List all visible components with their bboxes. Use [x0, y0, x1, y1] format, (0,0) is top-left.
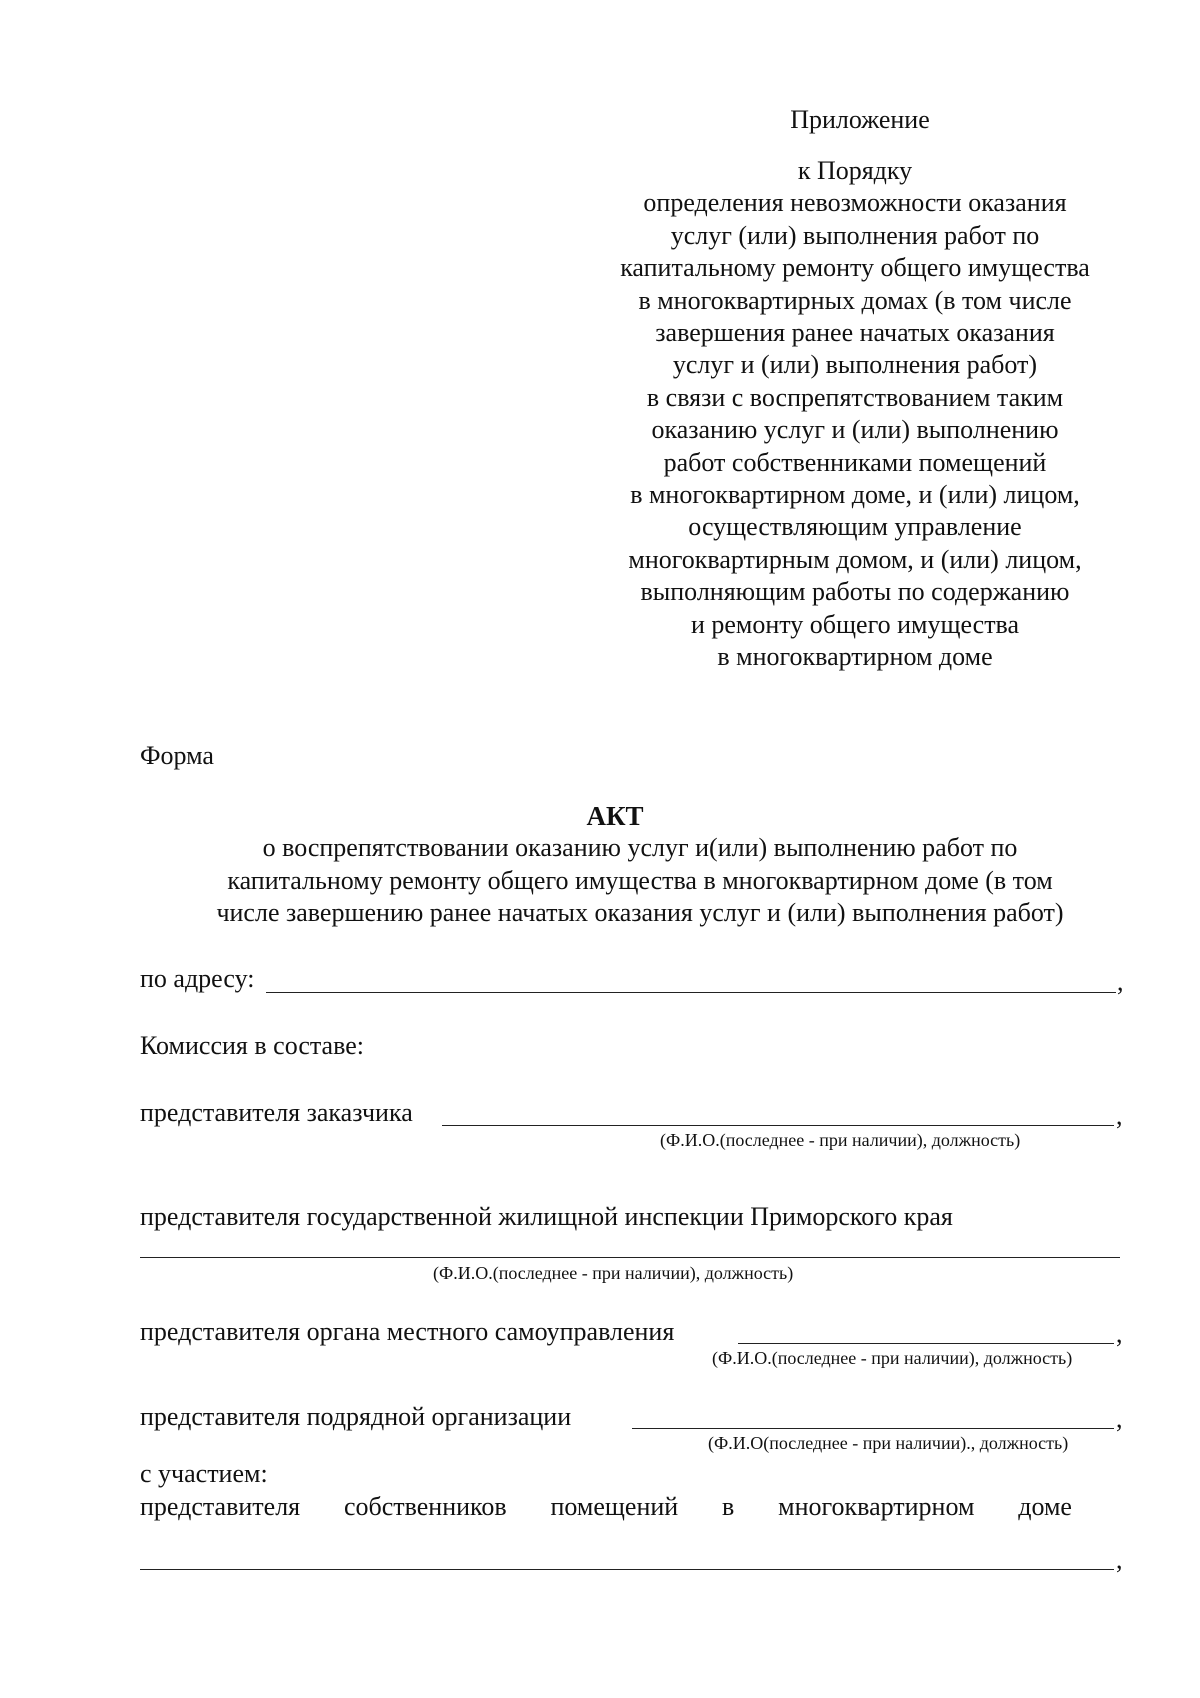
appendix-line: завершения ранее начатых оказания — [655, 318, 1055, 348]
owners-rep-word: собственников — [343, 1492, 507, 1521]
comma: , — [1116, 1101, 1123, 1130]
customer-rep-label: представителя заказчика — [140, 1098, 413, 1127]
appendix-line: оказанию услуг и (или) выполнению — [651, 415, 1059, 445]
inspection-rep-input-line[interactable] — [140, 1257, 1120, 1258]
act-subtitle-line: числе завершению ранее начатых оказания услуг и (или) выполнения работ) — [216, 898, 1064, 927]
inspection-rep-hint: (Ф.И.О.(последнее - при наличии), должность) — [433, 1263, 794, 1283]
participation-label: с участием: — [140, 1459, 268, 1488]
appendix-line: выполняющим работы по содержанию — [640, 577, 1070, 607]
comma: , — [1116, 1319, 1123, 1348]
appendix-line: в многоквартирных домах (в том числе — [638, 285, 1072, 315]
address-label: по адресу: — [140, 964, 255, 993]
form-label: Форма — [140, 741, 214, 770]
contractor-rep-hint: (Ф.И.О(последнее - при наличии)., должность) — [708, 1433, 1069, 1453]
appendix-line: и ремонту общего имущества — [690, 609, 1020, 639]
contractor-rep-label: представителя подрядной организации — [140, 1402, 572, 1431]
owners-rep-word: представителя — [140, 1492, 301, 1521]
owners-rep-word: помещений — [550, 1492, 679, 1521]
comma: , — [1116, 1545, 1123, 1574]
appendix-title: Приложение — [790, 105, 930, 134]
owners-rep-input-line[interactable] — [140, 1569, 1114, 1570]
appendix-line: в многоквартирном доме — [717, 642, 993, 672]
appendix-line: осуществляющим управление — [688, 512, 1022, 542]
owners-rep-word: многоквартирном — [778, 1492, 975, 1521]
commission-label: Комиссия в составе: — [140, 1031, 364, 1060]
act-title: АКТ — [586, 801, 644, 831]
comma: , — [1117, 967, 1124, 996]
appendix-line: в связи с воспрепятствованием таким — [646, 382, 1064, 412]
address-input-line[interactable] — [266, 992, 1116, 993]
inspection-rep-label: представителя государственной жилищной инспекции Приморского края — [140, 1202, 953, 1231]
appendix-line: в многоквартирном доме, и (или) лицом, — [630, 480, 1080, 510]
appendix-line: услуг (или) выполнения работ по — [670, 220, 1040, 250]
local-gov-rep-label: представителя органа местного самоуправления — [140, 1317, 675, 1346]
owners-rep-word: доме — [1018, 1492, 1072, 1521]
appendix-line: работ собственниками помещений — [663, 447, 1047, 477]
contractor-rep-input-line[interactable] — [632, 1428, 1114, 1429]
act-subtitle-line: о воспрепятствовании оказанию услуг и(или) выполнению работ по — [262, 833, 1018, 862]
appendix-line: услуг и (или) выполнения работ) — [672, 350, 1038, 380]
appendix-line: определения невозможности оказания — [643, 188, 1067, 218]
appendix-line: многоквартирным домом, и (или) лицом, — [628, 544, 1082, 574]
act-subtitle — [140, 832, 1140, 930]
customer-rep-hint: (Ф.И.О.(последнее - при наличии), должность) — [660, 1130, 1021, 1150]
appendix-reference — [600, 155, 1110, 674]
comma: , — [1116, 1404, 1123, 1433]
local-gov-rep-hint: (Ф.И.О.(последнее - при наличии), должность) — [712, 1348, 1073, 1368]
local-gov-rep-input-line[interactable] — [738, 1343, 1114, 1344]
appendix-line: капитальному ремонту общего имущества — [620, 253, 1090, 283]
customer-rep-input-line[interactable] — [442, 1125, 1114, 1126]
owners-rep-label — [140, 1491, 1072, 1523]
appendix-line: к Порядку — [797, 156, 913, 185]
act-subtitle-line: капитальному ремонту общего имущества в многоквартирном доме (в том — [227, 865, 1053, 895]
owners-rep-word: в — [722, 1492, 735, 1521]
